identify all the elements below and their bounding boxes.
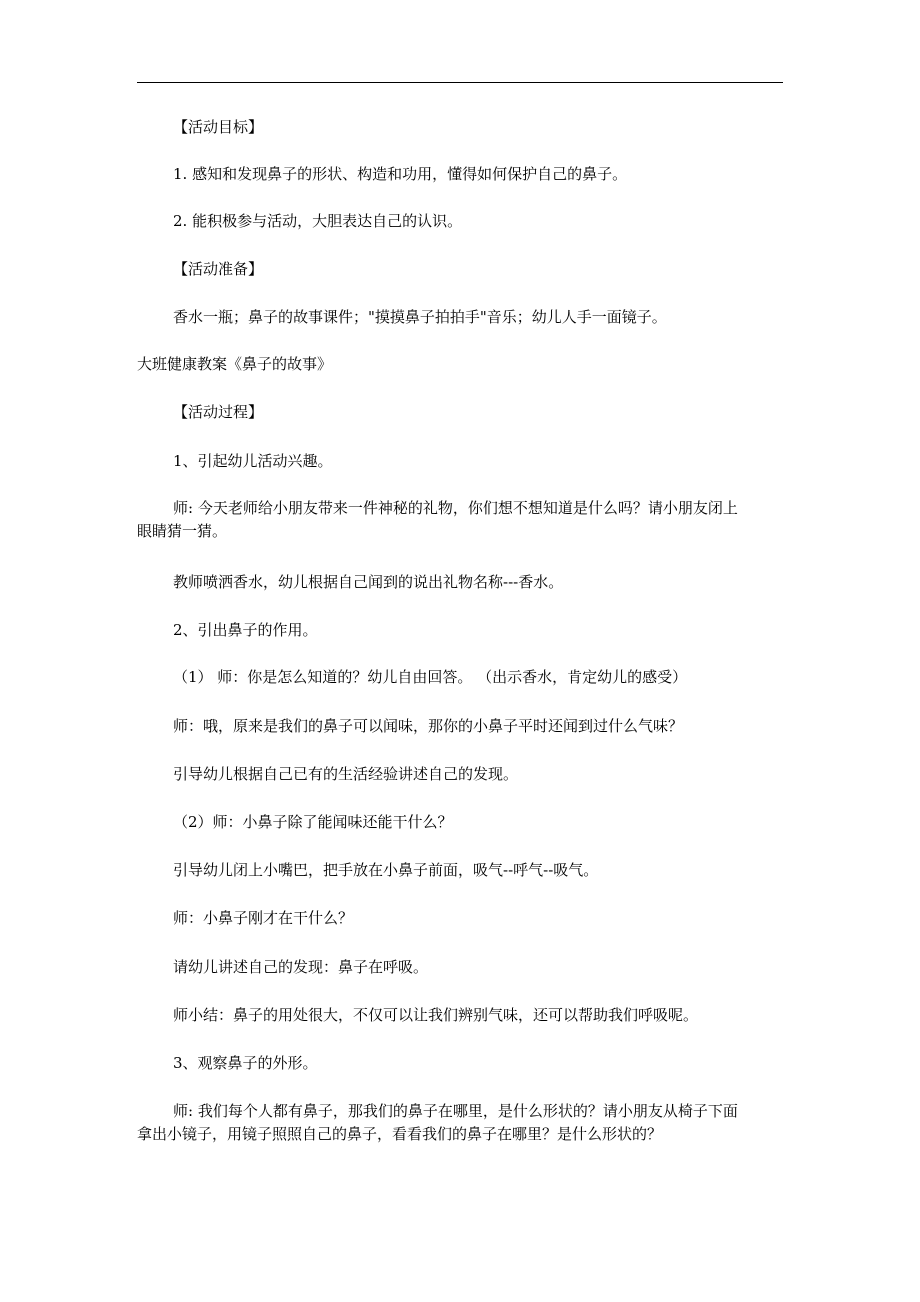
heading-activity-goals: 【活动目标】 [173,118,264,136]
step-2-heading: 2、引出鼻子的作用。 [173,621,318,639]
step-2-summary: 师小结：鼻子的用处很大，不仅可以让我们辨别气味，还可以帮助我们呼吸呢。 [173,1006,699,1024]
step-2-question-2-ask: 师：小鼻子刚才在干什么？ [173,909,354,927]
step-2-question-1: （1） 师：你是怎么知道的？幼儿自由回答。 （出示香水，肯定幼儿的感受） [173,668,688,686]
step-3-teacher-line-1: 师: 我们每个人都有鼻子，那我们的鼻子在哪里，是什么形状的？请小朋友从椅子下面 [173,1102,738,1120]
step-3-teacher-line-2: 拿出小镜子，用镜子照照自己的鼻子，看看我们的鼻子在哪里？是什么形状的？ [137,1125,663,1143]
goal-item-2: 2. 能积极参与活动，大胆表达自己的认识。 [173,212,463,230]
step-1-teacher-line-1: 师: 今天老师给小朋友带来一件神秘的礼物，你们想不想知道是什么吗？请小朋友闭上 [173,499,738,517]
step-1-heading: 1、引起幼儿活动兴趣。 [173,452,333,470]
heading-activity-process: 【活动过程】 [173,403,264,421]
step-1-action: 教师喷洒香水，幼儿根据自己闻到的说出礼物名称---香水。 [173,573,564,591]
heading-activity-preparation: 【活动准备】 [173,260,264,278]
document-title: 大班健康教案《鼻子的故事》 [137,355,333,373]
step-3-heading: 3、观察鼻子的外形。 [173,1054,318,1072]
preparation-text: 香水一瓶；鼻子的故事课件；"摸摸鼻子拍拍手"音乐；幼儿人手一面镜子。 [173,308,667,326]
goal-item-1: 1. 感知和发现鼻子的形状、构造和功用，懂得如何保护自己的鼻子。 [173,165,628,183]
header-rule [137,82,783,83]
step-2-question-2-answer: 请幼儿讲述自己的发现：鼻子在呼吸。 [173,958,429,976]
step-2-question-2: （2）师：小鼻子除了能闻味还能干什么？ [173,813,453,831]
step-2-question-2-guidance: 引导幼儿闭上小嘴巴，把手放在小鼻子前面，吸气--呼气--吸气。 [173,861,599,879]
step-1-teacher-line-2: 眼睛猜一猜。 [137,522,228,540]
step-2-question-1-guidance: 引导幼儿根据自己已有的生活经验讲述自己的发现。 [173,765,519,783]
step-2-question-1-follow-up: 师：哦，原来是我们的鼻子可以闻味，那你的小鼻子平时还闻到过什么气味？ [173,717,684,735]
